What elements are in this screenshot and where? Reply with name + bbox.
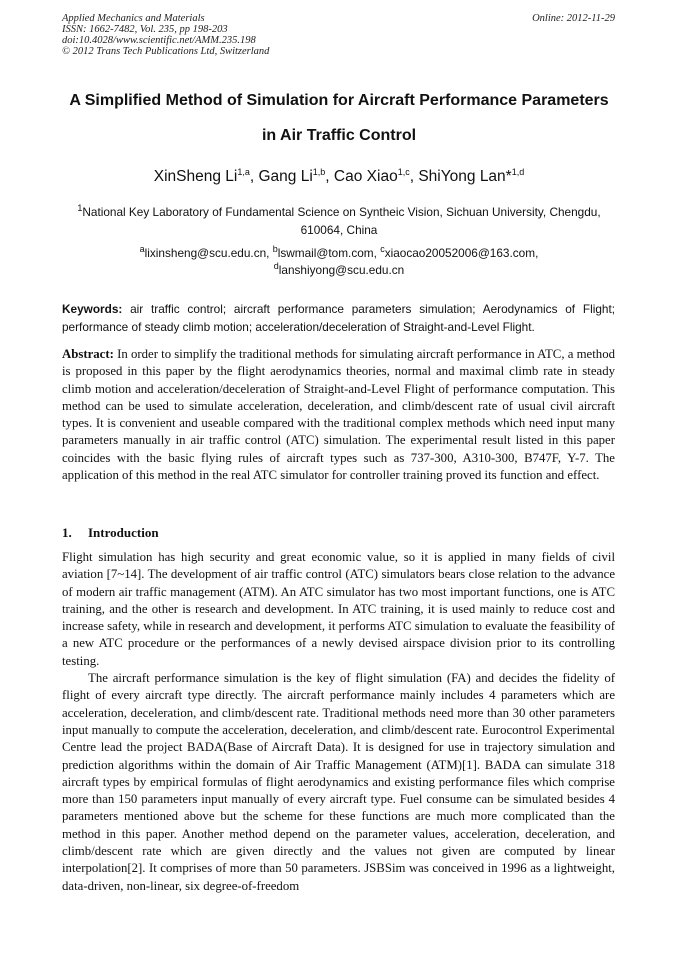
section-heading	[62, 525, 159, 541]
email-sup: d	[273, 261, 279, 272]
introduction-body	[62, 549, 615, 895]
copyright-line: © 2012 Trans Tech Publications Ltd, Switzerland	[62, 46, 270, 57]
paper-title-line-2: in Air Traffic Control	[261, 127, 417, 144]
email-sup: c	[380, 244, 385, 255]
online-date: Online: 2012-11-29	[532, 13, 615, 24]
keywords-label: Keywords:	[62, 302, 123, 316]
author-name: Cao Xiao	[333, 168, 398, 185]
email-address: lswmail@tom.com	[277, 246, 374, 260]
keywords	[62, 300, 615, 336]
author-name: Gang Li	[258, 168, 313, 185]
abstract	[62, 346, 615, 484]
intro-paragraph-2: The aircraft performance simulation is the key of flight simulation (FA) and decides the fidelity of flight of every aircraft type directly. The aircraft performance mainly includes 4 parameters which are acceleration, deceleration, and climb/descent rate. Traditional methods need more than 30 other parameters input manually to compute the acceleration, deceleration, and climb/descent rate. Eurocontrol Experimental Centre lead the project BADA(Base of Aircraft Data). It is designed for use in trajectory simulation and prediction algorithms within the domain of Air Traffic Management (ATM)[1]. BADA can simulate 318 aircraft types by empirical formulas of flight aerodynamics and existing performance files which comprise more than 150 parameters input manually of every aircraft type. Fuel consume can be simulated besides 4 parameters mentioned above but the scheme for these functions are much more complicated than the method in this paper. Another method depend on the parameter values, acceleration, deceleration, and climb/descent rate which are given directly and the values not given are computed by linear interpolation[2]. It comprises of more than 50 parameters. JSBSim was conceived in 1996 as a lightweight, data-driven, non-linear, six degree-of-freedom	[62, 671, 615, 893]
author-sup: 1,d	[511, 166, 525, 177]
issn-line: ISSN: 1662-7482, Vol. 235, pp 198-203	[62, 24, 228, 35]
section-number: 1.	[62, 525, 72, 540]
email-address: xiaocao20052006@163.com	[384, 246, 536, 260]
affiliation-sup: 1	[77, 203, 83, 214]
email-sup: a	[139, 244, 145, 255]
author-sup: 1,c	[397, 166, 410, 177]
intro-paragraph-1: Flight simulation has high security and great economic value, so it is applied in many fields of civil aviation [7~14]. The development of air traffic control (ATC) simulators bears close relation to the advance of modern air traffic management (ATM). An ATC simulator has two most important functions, one is ATC training, and the other is research and development. In ATC training, it is used mainly to reduce cost and increase safety, while in research and development, it performs ATC simulation to evaluate the feasibility of a new ATC procedure or the performances of a newly devised airspace division prior to its controlling testing.	[62, 550, 615, 668]
paper-title-line-1: A Simplified Method of Simulation for Aircraft Performance Parameters	[69, 92, 609, 109]
journal-name: Applied Mechanics and Materials	[62, 13, 205, 24]
abstract-label: Abstract:	[62, 347, 114, 361]
abstract-text: In order to simplify the traditional methods for simulating aircraft performance in ATC, a method is proposed in this paper by the flight aerodynamics theories, normal and maximal climb rate in steady climb motion and acceleration/deceleration of Straight-and-Level Flight of performance computation. This method can be used to simulate acceleration, deceleration, and climb/descent rate of usual civil aircraft types. It is convenient and useable compared with the traditional complex methods which need input many parameters manually in air traffic control (ATC) simulation. The experimental result listed in this paper coincides with the basic flying rules of aircraft types such as 737-300, A310-300, B747F, Y-7. The application of this method in the real ATC simulator for controller training proved its function and effect.	[62, 347, 615, 483]
author-sup: 1,b	[312, 166, 326, 177]
affiliation	[55, 203, 623, 239]
author-name: ShiYong Lan*	[418, 168, 512, 185]
doi-line: doi:10.4028/www.scientific.net/AMM.235.198	[62, 35, 256, 46]
section-title: Introduction	[88, 525, 159, 540]
journal-header	[62, 13, 269, 57]
keywords-text: air traffic control; aircraft performance parameters simulation; Aerodynamics of Flight; performance of steady climb motion; acceleration/deceleration of Straight-and-Level Flight.	[62, 302, 616, 334]
author-name: XinSheng Li	[153, 168, 238, 185]
affiliation-text: National Key Laboratory of Fundamental Science on Syntheic Vision, Sichuan University, Chengdu, 610064, China	[82, 205, 601, 237]
author-list: XinSheng Li$^{1,a}$, Gang Li$^{1,b}$, Cao Xiao$^{1,c}$, ShiYong Lan*$^{1,d}$	[153, 166, 525, 185]
author-sup: 1,a	[237, 166, 250, 177]
email-address: lanshiyong@scu.edu.cn	[278, 263, 405, 277]
email-sup: b	[272, 244, 278, 255]
email-list: $^a$lixinsheng@scu.edu.cn, $^b$lswmail@tom.com, $^c$xiaocao20052006@163.com, $^d$lanshiyong@scu.edu.cn	[139, 244, 539, 277]
email-address: lixinsheng@scu.edu.cn	[144, 246, 267, 260]
